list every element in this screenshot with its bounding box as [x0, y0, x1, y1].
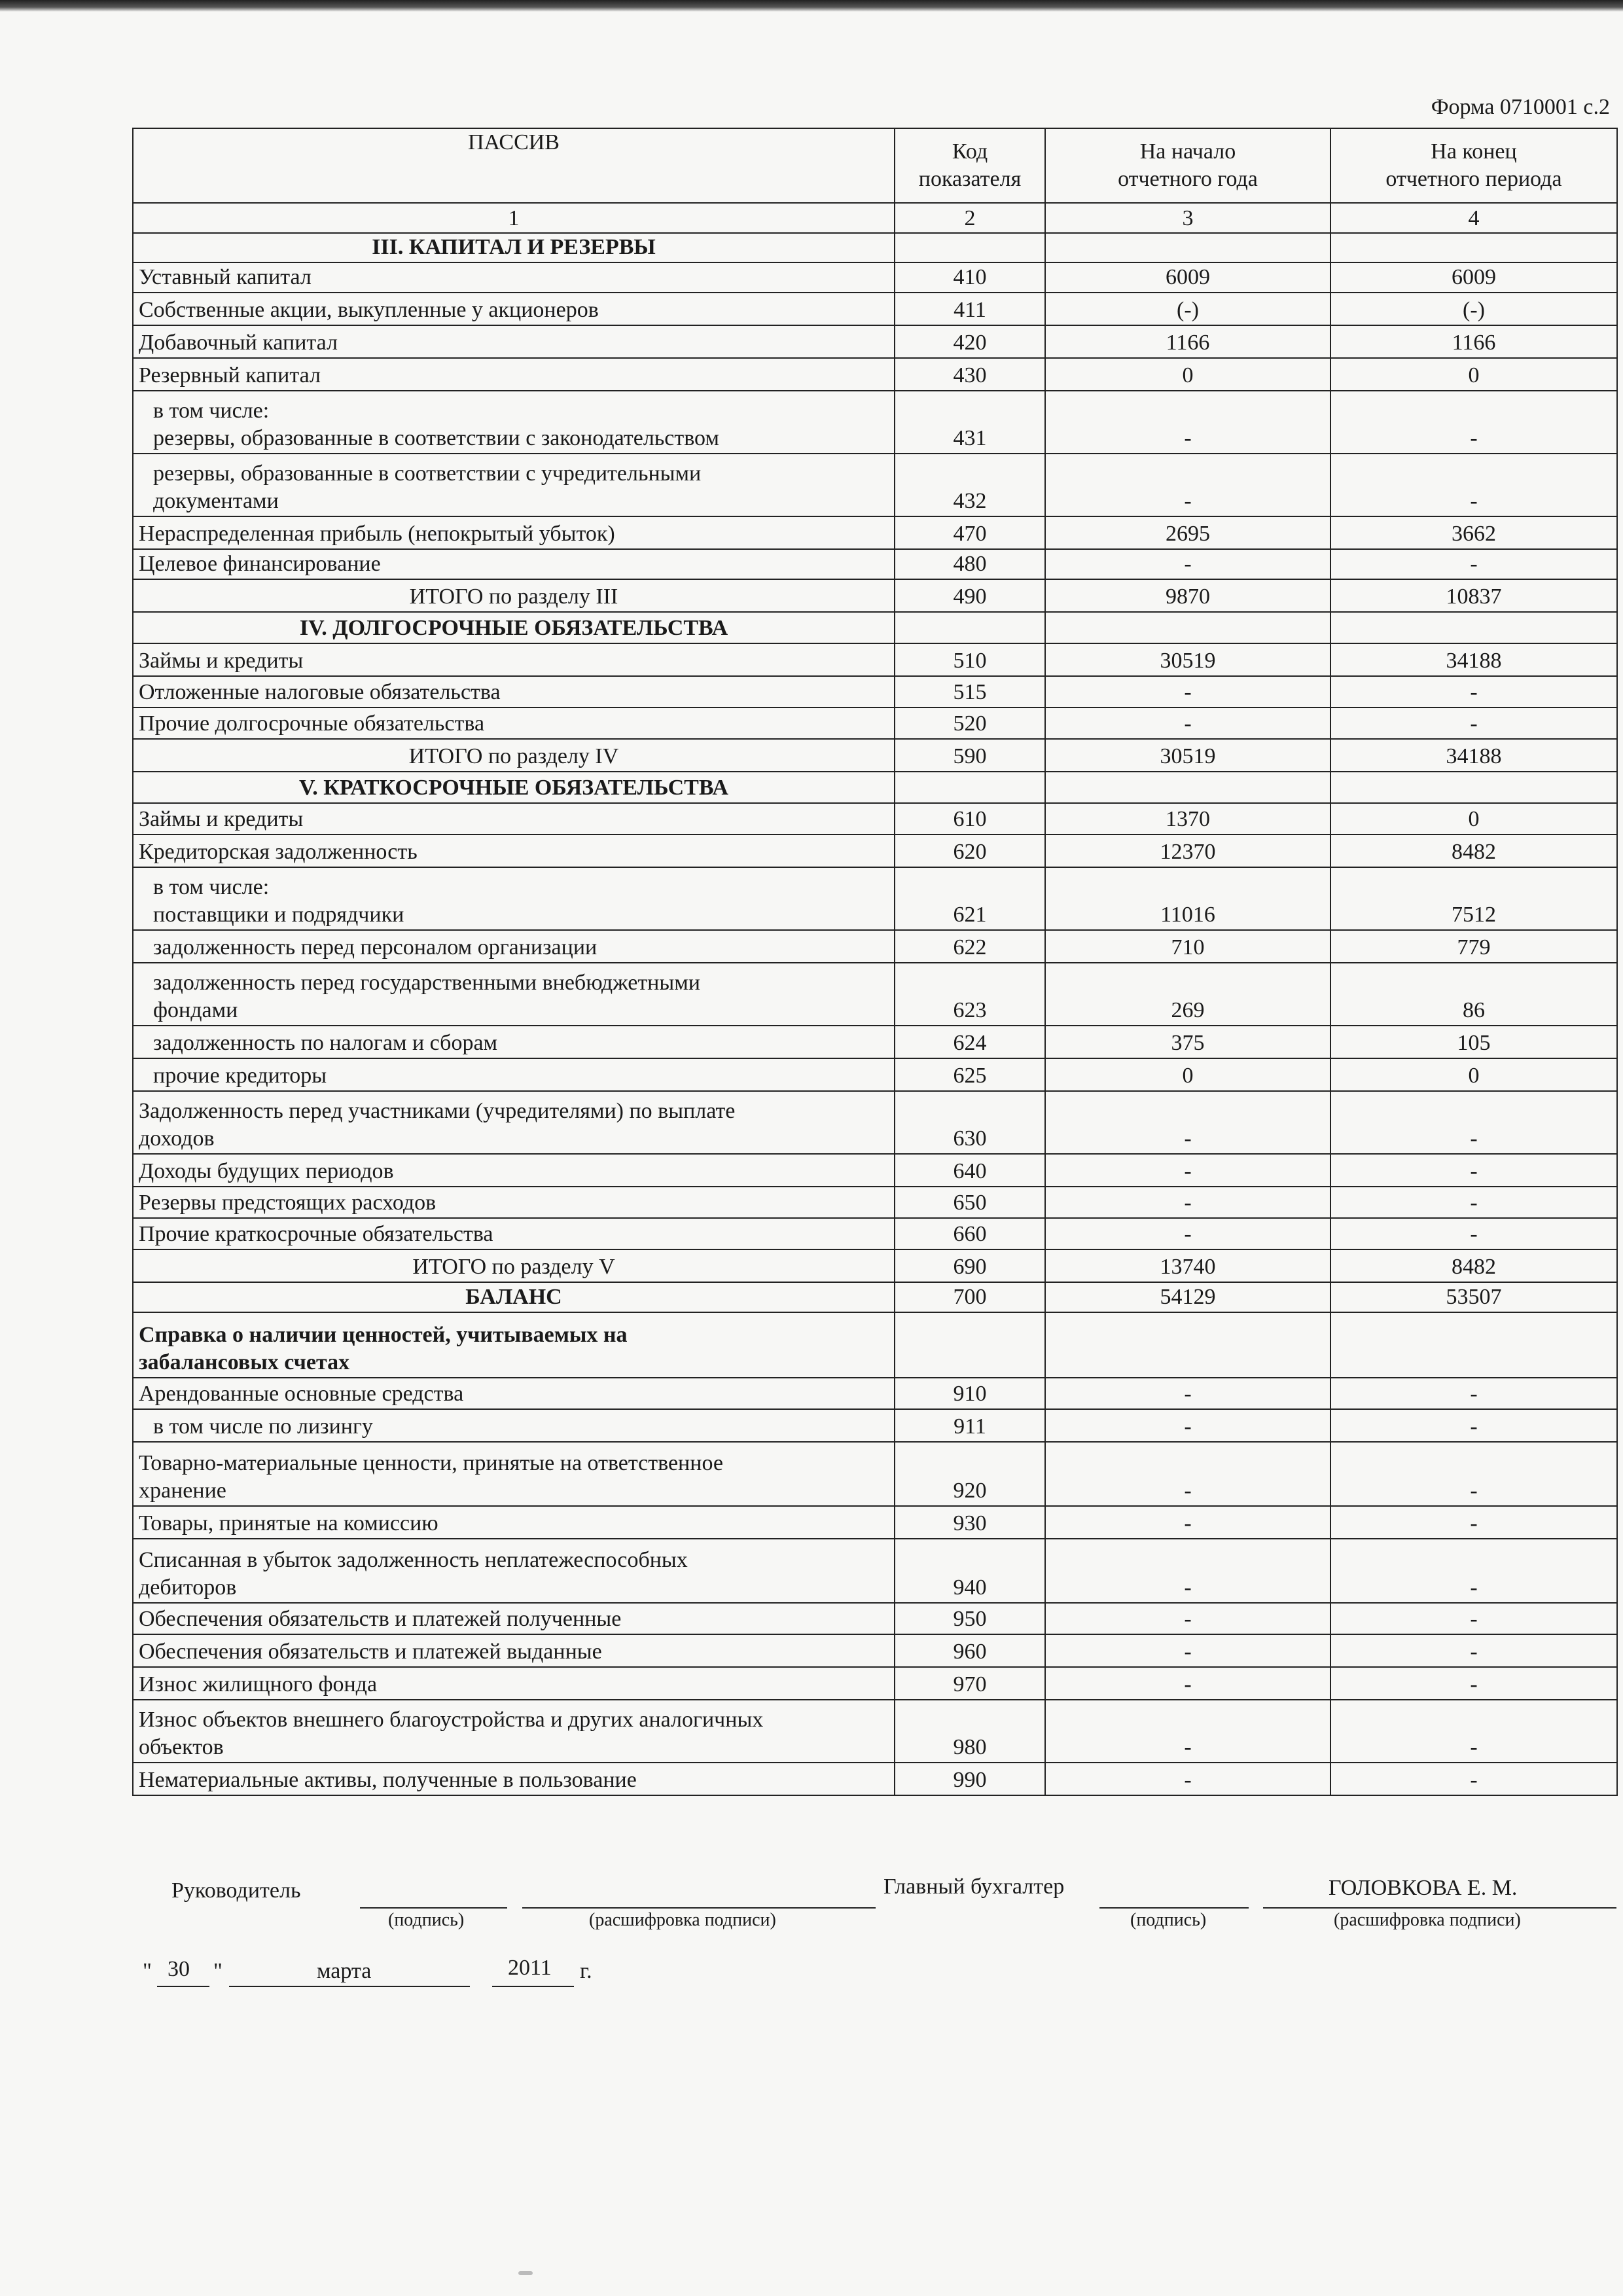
row-code: 590 [895, 739, 1045, 772]
row-label: Резервы предстоящих расходов [133, 1187, 895, 1218]
table-row [133, 1634, 1617, 1667]
table-row [133, 1312, 1617, 1378]
date-open-quote: " [143, 1959, 152, 1983]
row-start-value: 11016 [1045, 867, 1330, 930]
head-sign-line [360, 1906, 507, 1909]
chief-accountant-label: Главный бухгалтер [883, 1874, 1065, 1899]
row-end-value: - [1330, 1634, 1617, 1667]
row-code: 621 [895, 867, 1045, 930]
row-code: 470 [895, 516, 1045, 549]
table-row [133, 1539, 1617, 1603]
row-end-value [1330, 772, 1617, 803]
row-code: 980 [895, 1700, 1045, 1763]
row-start-value: - [1045, 708, 1330, 739]
row-end-value: 8482 [1330, 1249, 1617, 1282]
row-label: Арендованные основные средства [133, 1378, 895, 1409]
header-code: Код показателя [895, 128, 1045, 203]
row-start-value: 12370 [1045, 834, 1330, 867]
row-label: III. КАПИТАЛ И РЕЗЕРВЫ [133, 233, 895, 262]
table-row [133, 233, 1617, 262]
row-code: 520 [895, 708, 1045, 739]
row-code: 622 [895, 930, 1045, 963]
row-code: 920 [895, 1442, 1045, 1506]
row-code: 430 [895, 358, 1045, 391]
row-end-value: - [1330, 391, 1617, 454]
row-label: Обеспечения обязательств и платежей выданные [133, 1634, 895, 1667]
row-code: 480 [895, 549, 1045, 579]
row-start-value: - [1045, 1187, 1330, 1218]
row-label: Нераспределенная прибыль (непокрытый убыток) [133, 516, 895, 549]
row-end-value: 34188 [1330, 643, 1617, 676]
row-label: Уставный капитал [133, 262, 895, 293]
row-label: Товары, принятые на комиссию [133, 1506, 895, 1539]
row-label: Отложенные налоговые обязательства [133, 676, 895, 708]
row-code: 610 [895, 803, 1045, 834]
row-label: Товарно-материальные ценности, принятые на ответственное хранение [133, 1442, 895, 1506]
table-row [133, 391, 1617, 454]
row-start-value: 9870 [1045, 579, 1330, 612]
row-start-value: - [1045, 549, 1330, 579]
table-row [133, 454, 1617, 516]
date-year: 2011 [508, 1956, 552, 1980]
row-label: V. КРАТКОСРОЧНЫЕ ОБЯЗАТЕЛЬСТВА [133, 772, 895, 803]
table-row [133, 1282, 1617, 1312]
table-row [133, 1378, 1617, 1409]
table-row [133, 930, 1617, 963]
row-label: задолженность перед государственными внебюджетными фондами [133, 963, 895, 1026]
row-end-value: - [1330, 1091, 1617, 1154]
table-row [133, 358, 1617, 391]
table-row [133, 739, 1617, 772]
row-start-value: - [1045, 1539, 1330, 1603]
row-end-value: - [1330, 708, 1617, 739]
date-month: марта [317, 1959, 372, 1983]
row-end-value: 0 [1330, 803, 1617, 834]
table-row [133, 1249, 1617, 1282]
row-code: 623 [895, 963, 1045, 1026]
table-row [133, 1218, 1617, 1249]
table-row [133, 772, 1617, 803]
row-end-value: 0 [1330, 1058, 1617, 1091]
row-label: в том числе по лизингу [133, 1409, 895, 1442]
row-end-value: 53507 [1330, 1282, 1617, 1312]
table-row [133, 1026, 1617, 1058]
table-row [133, 1091, 1617, 1154]
row-label: прочие кредиторы [133, 1058, 895, 1091]
row-end-value: - [1330, 1187, 1617, 1218]
row-start-value: 6009 [1045, 262, 1330, 293]
row-start-value: - [1045, 1409, 1330, 1442]
chief-accountant-name: ГОЛОВКОВА Е. М. [1329, 1876, 1518, 1900]
row-code: 660 [895, 1218, 1045, 1249]
signature-block [0, 1865, 1623, 2075]
head-decode-line [522, 1906, 876, 1909]
row-end-value: 105 [1330, 1026, 1617, 1058]
table-row [133, 1700, 1617, 1763]
row-code: 970 [895, 1667, 1045, 1700]
row-code: 625 [895, 1058, 1045, 1091]
row-start-value: - [1045, 1378, 1330, 1409]
row-label: Прочие краткосрочные обязательства [133, 1218, 895, 1249]
row-code: 420 [895, 325, 1045, 358]
row-label: Добавочный капитал [133, 325, 895, 358]
row-start-value: - [1045, 1634, 1330, 1667]
table-row [133, 293, 1617, 325]
row-code [895, 233, 1045, 262]
row-label: Целевое финансирование [133, 549, 895, 579]
row-end-value [1330, 612, 1617, 643]
row-start-value: - [1045, 1218, 1330, 1249]
column-number-3: 3 [1045, 203, 1330, 233]
header-start: На начало отчетного года [1045, 128, 1330, 203]
row-end-value [1330, 233, 1617, 262]
row-code: 930 [895, 1506, 1045, 1539]
row-code: 911 [895, 1409, 1045, 1442]
row-end-value: - [1330, 1700, 1617, 1763]
header-end: На конец отчетного периода [1330, 128, 1617, 203]
row-label: Обеспечения обязательств и платежей полученные [133, 1603, 895, 1634]
row-label: Займы и кредиты [133, 643, 895, 676]
table-row [133, 803, 1617, 834]
row-end-value: - [1330, 454, 1617, 516]
row-start-value: (-) [1045, 293, 1330, 325]
row-start-value: - [1045, 391, 1330, 454]
row-start-value: - [1045, 1763, 1330, 1795]
row-start-value: 375 [1045, 1026, 1330, 1058]
row-label: Задолженность перед участниками (учредителями) по выплате доходов [133, 1091, 895, 1154]
balance-table-body [133, 128, 1617, 1795]
row-start-value: - [1045, 1603, 1330, 1634]
table-row [133, 325, 1617, 358]
row-start-value: - [1045, 1667, 1330, 1700]
row-end-value: 6009 [1330, 262, 1617, 293]
row-start-value: - [1045, 454, 1330, 516]
row-code: 650 [895, 1187, 1045, 1218]
row-code: 700 [895, 1282, 1045, 1312]
row-label: Доходы будущих периодов [133, 1154, 895, 1187]
column-number-row [133, 203, 1617, 233]
row-end-value: 10837 [1330, 579, 1617, 612]
row-end-value: - [1330, 1409, 1617, 1442]
row-code: 515 [895, 676, 1045, 708]
row-end-value: 0 [1330, 358, 1617, 391]
row-start-value: 2695 [1045, 516, 1330, 549]
date-year-line [492, 1984, 574, 1987]
row-label: Займы и кредиты [133, 803, 895, 834]
table-row [133, 1409, 1617, 1442]
header-row [133, 128, 1617, 203]
row-start-value: 1166 [1045, 325, 1330, 358]
row-end-value: 34188 [1330, 739, 1617, 772]
form-code: Форма 0710001 с.2 [1431, 95, 1610, 119]
table-row [133, 963, 1617, 1026]
chief-sign-line [1099, 1906, 1249, 1909]
row-start-value: - [1045, 1091, 1330, 1154]
row-end-value: (-) [1330, 293, 1617, 325]
table-row [133, 1667, 1617, 1700]
row-end-value: - [1330, 1763, 1617, 1795]
row-label: задолженность перед персоналом организации [133, 930, 895, 963]
table-row [133, 612, 1617, 643]
row-label: ИТОГО по разделу IV [133, 739, 895, 772]
row-end-value [1330, 1312, 1617, 1378]
row-code: 411 [895, 293, 1045, 325]
row-label: Резервный капитал [133, 358, 895, 391]
row-end-value: - [1330, 1667, 1617, 1700]
column-number-2: 2 [895, 203, 1045, 233]
row-code: 624 [895, 1026, 1045, 1058]
date-day-line [157, 1984, 209, 1987]
row-start-value: 0 [1045, 1058, 1330, 1091]
chief-sign-caption: (подпись) [1130, 1910, 1207, 1930]
row-start-value [1045, 1312, 1330, 1378]
row-start-value [1045, 772, 1330, 803]
row-end-value: - [1330, 1442, 1617, 1506]
row-label: IV. ДОЛГОСРОЧНЫЕ ОБЯЗАТЕЛЬСТВА [133, 612, 895, 643]
row-code: 950 [895, 1603, 1045, 1634]
balance-table [132, 128, 1618, 1796]
column-number-1: 1 [133, 203, 895, 233]
row-code: 620 [895, 834, 1045, 867]
row-label: задолженность по налогам и сборам [133, 1026, 895, 1058]
row-start-value: 0 [1045, 358, 1330, 391]
row-end-value: 8482 [1330, 834, 1617, 867]
row-start-value: 710 [1045, 930, 1330, 963]
scan-edge [0, 0, 1623, 12]
row-start-value: 1370 [1045, 803, 1330, 834]
row-end-value: 1166 [1330, 325, 1617, 358]
row-end-value: - [1330, 1378, 1617, 1409]
column-number-4: 4 [1330, 203, 1617, 233]
table-row [133, 1442, 1617, 1506]
row-label: Прочие долгосрочные обязательства [133, 708, 895, 739]
table-row [133, 579, 1617, 612]
row-end-value: - [1330, 676, 1617, 708]
row-label: БАЛАНС [133, 1282, 895, 1312]
header-passive: ПАССИВ [133, 128, 895, 203]
row-label: Кредиторская задолженность [133, 834, 895, 867]
row-code: 630 [895, 1091, 1045, 1154]
row-code: 410 [895, 262, 1045, 293]
table-row [133, 834, 1617, 867]
table-row [133, 262, 1617, 293]
head-sign-caption: (подпись) [388, 1910, 465, 1930]
table-row [133, 1506, 1617, 1539]
row-end-value: - [1330, 549, 1617, 579]
row-label: резервы, образованные в соответствии с учредительными документами [133, 454, 895, 516]
row-start-value: 269 [1045, 963, 1330, 1026]
row-start-value: - [1045, 1700, 1330, 1763]
row-end-value: 86 [1330, 963, 1617, 1026]
table-row [133, 1154, 1617, 1187]
table-row [133, 643, 1617, 676]
row-label: ИТОГО по разделу III [133, 579, 895, 612]
row-end-value: - [1330, 1603, 1617, 1634]
row-start-value: 13740 [1045, 1249, 1330, 1282]
row-label: Списанная в убыток задолженность неплатежеспособных дебиторов [133, 1539, 895, 1603]
row-start-value: - [1045, 1154, 1330, 1187]
table-row [133, 549, 1617, 579]
row-code: 960 [895, 1634, 1045, 1667]
table-row [133, 676, 1617, 708]
row-code: 640 [895, 1154, 1045, 1187]
table-row [133, 708, 1617, 739]
row-start-value [1045, 233, 1330, 262]
row-label: Износ объектов внешнего благоустройства и других аналогичных объектов [133, 1700, 895, 1763]
row-start-value: 30519 [1045, 739, 1330, 772]
row-code: 690 [895, 1249, 1045, 1282]
row-end-value: - [1330, 1506, 1617, 1539]
table-row [133, 516, 1617, 549]
table-row [133, 1058, 1617, 1091]
row-code [895, 1312, 1045, 1378]
table-row [133, 867, 1617, 930]
chief-decode-line [1263, 1906, 1616, 1909]
row-code: 510 [895, 643, 1045, 676]
row-start-value: 30519 [1045, 643, 1330, 676]
head-label: Руководитель [171, 1878, 301, 1903]
row-label: Износ жилищного фонда [133, 1667, 895, 1700]
row-code: 432 [895, 454, 1045, 516]
row-label: Собственные акции, выкупленные у акционеров [133, 293, 895, 325]
row-end-value: - [1330, 1539, 1617, 1603]
table-row [133, 1603, 1617, 1634]
date-close-quote: " [213, 1959, 223, 1983]
row-start-value: - [1045, 1442, 1330, 1506]
row-code: 990 [895, 1763, 1045, 1795]
row-code: 910 [895, 1378, 1045, 1409]
row-label: Справка о наличии ценностей, учитываемых на забалансовых счетах [133, 1312, 895, 1378]
row-start-value [1045, 612, 1330, 643]
row-code: 490 [895, 579, 1045, 612]
row-code [895, 772, 1045, 803]
date-day: 30 [168, 1957, 190, 1981]
table-row [133, 1763, 1617, 1795]
row-end-value: 779 [1330, 930, 1617, 963]
chief-decode-caption: (расшифровка подписи) [1334, 1910, 1521, 1930]
date-month-line [229, 1984, 470, 1987]
row-code: 940 [895, 1539, 1045, 1603]
row-code [895, 612, 1045, 643]
date-suffix: г. [580, 1959, 592, 1983]
scan-speck [518, 2271, 533, 2275]
row-code: 431 [895, 391, 1045, 454]
row-label: ИТОГО по разделу V [133, 1249, 895, 1282]
head-decode-caption: (расшифровка подписи) [589, 1910, 776, 1930]
row-start-value: 54129 [1045, 1282, 1330, 1312]
table-row [133, 1187, 1617, 1218]
row-end-value: - [1330, 1154, 1617, 1187]
row-label: Нематериальные активы, полученные в пользование [133, 1763, 895, 1795]
row-end-value: - [1330, 1218, 1617, 1249]
row-start-value: - [1045, 1506, 1330, 1539]
row-end-value: 3662 [1330, 516, 1617, 549]
row-end-value: 7512 [1330, 867, 1617, 930]
row-label: в том числе: резервы, образованные в соответствии с законодательством [133, 391, 895, 454]
row-label: в том числе: поставщики и подрядчики [133, 867, 895, 930]
row-start-value: - [1045, 676, 1330, 708]
